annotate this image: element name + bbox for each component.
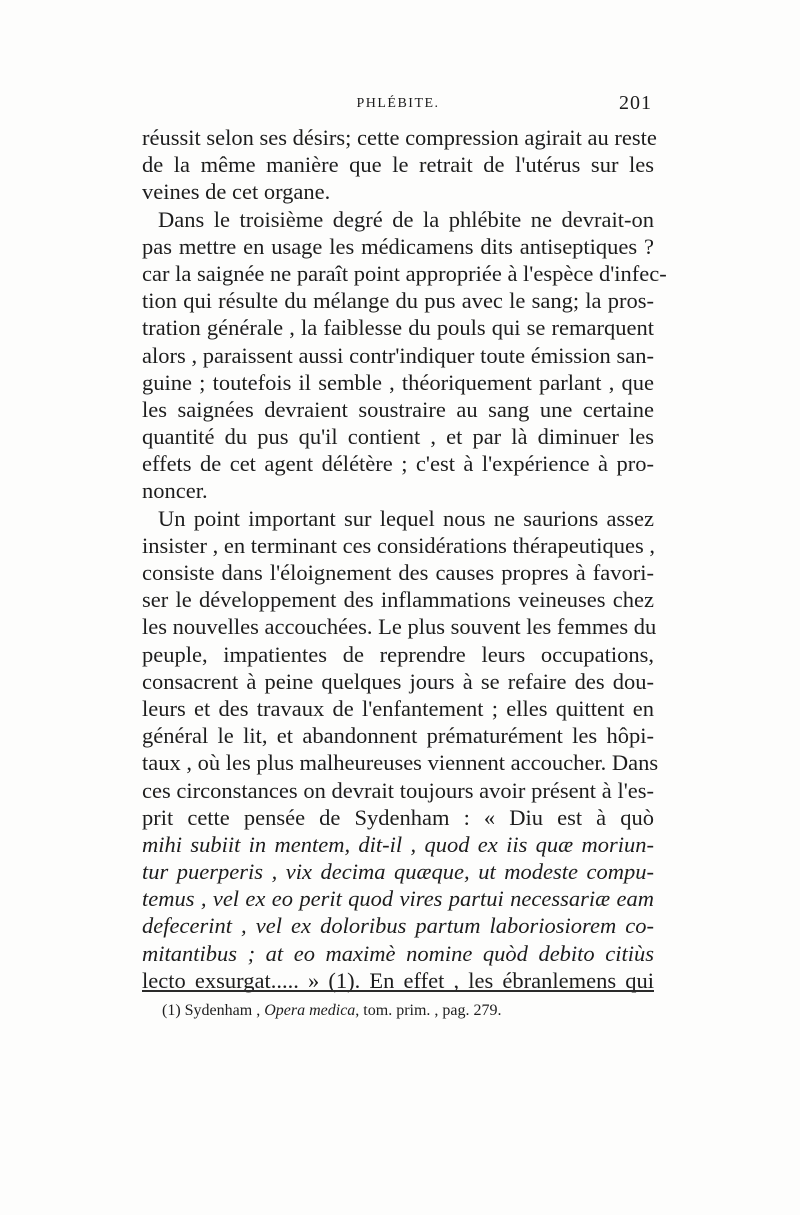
text-line: temus , vel ex eo perit quod vires partui necessariæ eam (142, 886, 654, 912)
text-line: taux , où les plus malheureuses viennent accoucher. Dans (142, 750, 659, 776)
text-line: defecerint , vel ex doloribus partum laboriosiorem co- (142, 913, 654, 939)
text-line: leurs et des travaux de l'enfantement ; elles quittent en (142, 695, 654, 721)
text-line: tur puerperis , vix decima quæque, ut modeste compu- (142, 859, 654, 885)
footnote-marker: (1) (162, 1002, 181, 1019)
text-line: les saignées devraient soustraire au sang une certaine (142, 396, 654, 422)
text-line: veines de cet organe. (142, 179, 331, 205)
page-header (140, 92, 656, 116)
footnote-author: Sydenham , (184, 1002, 261, 1019)
text-line: consacrent à peine quelques jours à se refaire des dou- (142, 668, 654, 694)
text-line: consiste dans l'éloignement des causes propres à favori- (142, 560, 654, 585)
page-number: 201 (619, 92, 652, 114)
text-line: car la saignée ne paraît point appropriée à l'espèce d'infec- (142, 260, 667, 286)
text-line: noncer. (142, 478, 208, 504)
text-line: guine ; toutefois il semble , théoriquement parlant , que (142, 369, 654, 395)
text-line: alors , paraissent aussi contr'indiquer toute émission san- (142, 342, 654, 368)
footnote-work: Opera medica (264, 1002, 356, 1019)
footnote-rule (142, 990, 654, 992)
footnote (162, 1000, 642, 1022)
text-line: ces circonstances on devrait toujours avoir présent à l'es- (142, 777, 654, 803)
text-line: quantité du pus qu'il contient , et par là diminuer les (142, 424, 654, 450)
text-line: prit cette pensée de Sydenham : « Diu est à quò (142, 804, 654, 830)
text-line: général le lit, et abandonnent prématurément les hôpi- (142, 723, 654, 749)
text-line: insister , en terminant ces considérations thérapeutiques , (142, 532, 655, 558)
text-line: pas mettre en usage les médicamens dits antiseptiques ? (142, 233, 654, 259)
text-line: ser le développement des inflammations veineuses chez (142, 587, 654, 613)
text-line: tration générale , la faiblesse du pouls qui se remarquent (142, 315, 654, 341)
text-line: Dans le troisième degré de la phlébite ne devrait-on (158, 206, 654, 232)
footnote-details: , tom. prim. , pag. 279. (355, 1002, 502, 1019)
text-line: peuple, impatientes de reprendre leurs occupations, (142, 641, 654, 667)
text-line: effets de cet agent délétère ; c'est à l'expérience à pro- (142, 451, 654, 477)
text-line: Un point important sur lequel nous ne saurions assez (158, 505, 654, 531)
text-line: tion qui résulte du mélange du pus avec le sang; la pros- (142, 288, 654, 314)
text-line: mitantibus ; at eo maximè nomine quòd debito citiùs (142, 940, 654, 966)
text-line: lecto exsurgat..... » (1). En effet , les ébranlemens qui (142, 967, 654, 993)
text-line: réussit selon ses désirs; cette compression agirait au reste (142, 125, 657, 150)
text-line: de la même manière que le retrait de l'utérus sur les (142, 152, 654, 178)
text-line: les nouvelles accouchées. Le plus souvent les femmes du (142, 614, 657, 640)
running-title: PHLÉBITE. (356, 96, 440, 111)
text-line: mihi subiit in mentem, dit-il , quod ex iis quæ moriun- (142, 831, 654, 857)
body-text (142, 124, 667, 994)
